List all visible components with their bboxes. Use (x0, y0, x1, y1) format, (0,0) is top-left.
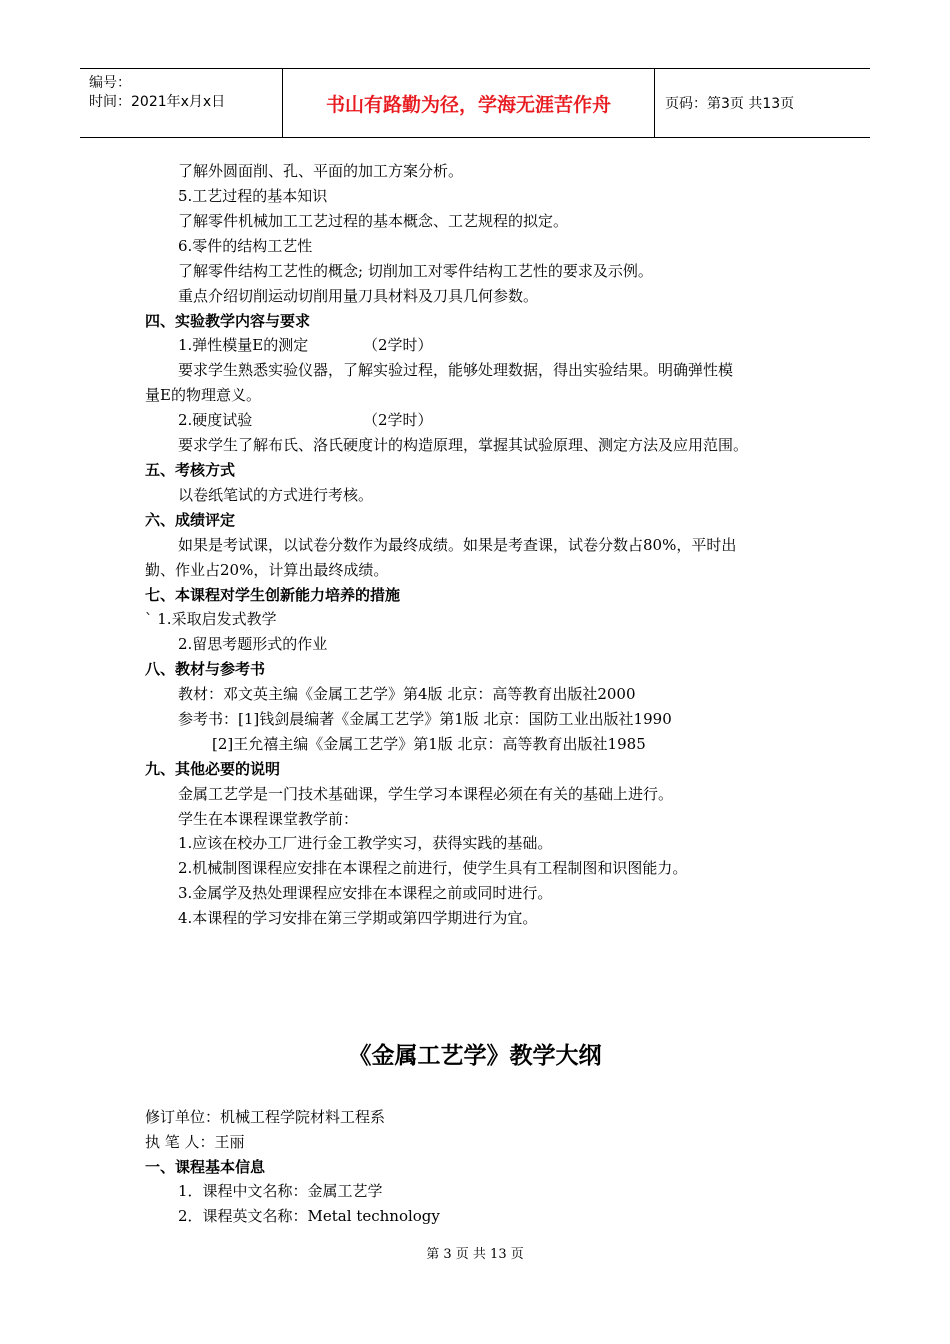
section-heading: 九、其他必要的说明 (145, 760, 281, 778)
body-line: 1．课程中文名称：金属工艺学 (178, 1182, 383, 1200)
section-heading: 一、课程基本信息 (145, 1158, 266, 1176)
body-line: 勤、作业占20%，计算出最终成绩。 (145, 561, 389, 579)
body-line: 重点介绍切削运动切削用量刀具材料及刀具几何参数。 (178, 287, 539, 305)
body-line: 3.金属学及热处理课程应安排在本课程之前或同时进行。 (178, 884, 553, 902)
body-line: 6.零件的结构工艺性 (178, 237, 313, 255)
section-heading: 五、考核方式 (145, 461, 236, 479)
body-line: 2.机械制图课程应安排在本课程之前进行，使学生具有工程制图和识图能力。 (178, 859, 688, 877)
body-line: 学生在本课程课堂教学前： (178, 810, 359, 828)
section-heading: 四、实验教学内容与要求 (145, 312, 311, 330)
body-line: ` 1.采取启发式教学 (145, 610, 277, 628)
experiment-title: 1.弹性模量E的测定 (178, 336, 309, 354)
experiment-title: 2.硬度试验 (178, 411, 253, 429)
header-page-info: 页码：第3页 共13页 (665, 96, 795, 112)
header-meta-cell (80, 69, 283, 137)
body-line: 要求学生了解布氏、洛氏硬度计的构造原理，掌握其试验原理、测定方法及应用范围。 (178, 436, 749, 454)
section-heading: 八、教材与参考书 (145, 660, 266, 678)
document-title: 《金属工艺学》教学大纲 (348, 1043, 602, 1069)
number-label: 编号： (89, 75, 131, 91)
body-line: 了解零件机械加工工艺过程的基本概念、工艺规程的拟定。 (178, 212, 569, 230)
body-line: [2]王允禧主编《金属工艺学》第1版 北京：高等教育出版社1985 (212, 735, 646, 753)
body-line: 量E的物理意义。 (145, 386, 261, 404)
section-heading: 七、本课程对学生创新能力培养的措施 (145, 586, 401, 604)
experiment-hours: （2学时） (363, 336, 433, 354)
body-line: 5.工艺过程的基本知识 (178, 187, 328, 205)
experiment-hours: （2学时） (363, 411, 433, 429)
body-line: 了解外圆面削、孔、平面的加工方案分析。 (178, 162, 464, 180)
section-heading: 六、成绩评定 (145, 511, 236, 529)
body-line: 要求学生熟悉实验仪器，了解实验过程，能够处理数据，得出实验结果。明确弹性模 (178, 361, 734, 379)
body-line: 2．课程英文名称：Metal technology (178, 1207, 440, 1225)
body-line: 金属工艺学是一门技术基础课，学生学习本课程必须在有关的基础上进行。 (178, 785, 674, 803)
body-line: 2.留思考题形式的作业 (178, 635, 328, 653)
body-line: 教材：邓文英主编《金属工艺学》第4版 北京：高等教育出版社2000 (178, 685, 636, 703)
body-line: 参考书：[1]钱剑晨编著《金属工艺学》第1版 北京：国防工业出版社1990 (178, 710, 672, 728)
body-line: 修订单位：机械工程学院材料工程系 (145, 1108, 386, 1126)
header-table (80, 68, 870, 138)
time-label: 时间：2021年x月x日 (89, 94, 226, 110)
body-line: 如果是考试课，以试卷分数作为最终成绩。如果是考查课，试卷分数占80%，平时出 (178, 536, 737, 554)
body-line: 执 笔 人：王丽 (145, 1133, 245, 1151)
header-motto: 书山有路勤为径，学海无涯苦作舟 (283, 69, 655, 137)
body-line: 4.本课程的学习安排在第三学期或第四学期进行为宜。 (178, 909, 538, 927)
body-line: 了解零件结构工艺性的概念; 切削加工对零件结构工艺性的要求及示例。 (178, 262, 653, 280)
body-line: 1.应该在校办工厂进行金工教学实习，获得实践的基础。 (178, 834, 553, 852)
page-footer: 第 3 页 共 13 页 (426, 1247, 524, 1262)
body-line: 以卷纸笔试的方式进行考核。 (178, 486, 374, 504)
